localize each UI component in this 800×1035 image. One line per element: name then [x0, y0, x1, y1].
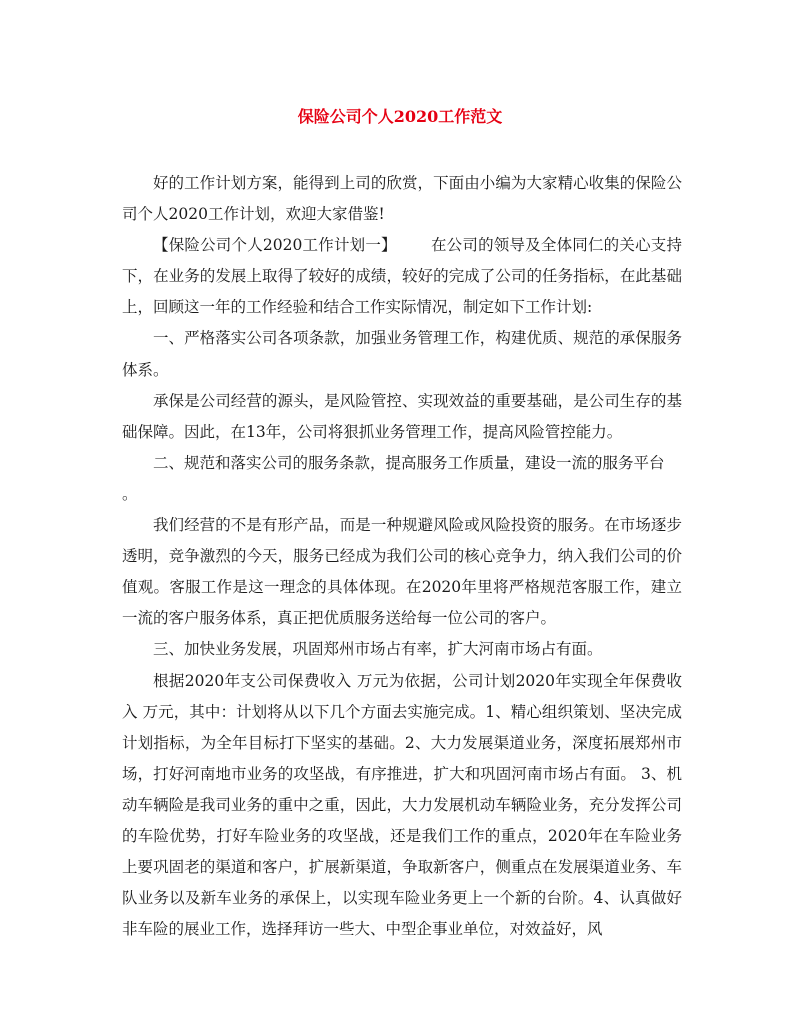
plan-paragraph [122, 230, 682, 323]
intro-paragraph: 好的工作计划方案，能得到上司的欣赏，下面由小编为大家精心收集的保险公司个人2020工作计划，欢迎大家借鉴! [122, 174, 682, 224]
document-body [122, 168, 682, 945]
document-title: 保险公司个人2020工作范文 [297, 107, 503, 126]
plan-intro-text: 在公司的领导及全体同仁的关心支持下，在业务的发展上取得了较好的成绩，较好的完成了公司的任务指标，在此基础上，回顾这一年的工作经验和结合工作实际情况，制定如下工作计划: [122, 236, 682, 317]
section2-title-tail: 。 [122, 484, 138, 503]
section1-title: 一、严格落实公司各项条款，加强业务管理工作，构建优质、规范的承保服务体系。 [122, 329, 682, 379]
plan-heading: 【保险公司个人2020工作计划一】 [153, 236, 397, 255]
section3-title: 三、加快业务发展，巩固郑州市场占有率，扩大河南市场占有面。 [153, 640, 603, 659]
section3-body: 根据2020年支公司保费收入 万元为依据，公司计划2020年实现全年保费收入 万元，其中：计划将从以下几个方面去实施完成。1、精心组织策划、坚决完成计划指标，为全年目标打下坚实的基础。2、大力发展渠道业务，深度拓展郑州市场，打好河南地市业务的攻坚战，有序推进，扩大和巩固河南市场占有面。 3、机动车辆险是我司业务的重中之重，因此，大力发展机动车辆险业务，充分发挥公司的车险优势，打好车险业务的攻坚战，还是我们工作的重点，2020年在车险业务上要巩固老的渠道和客户，扩展新渠道，争取新客户，侧重点在发展渠道业务、车队业务以及新车业务的承保上，以实现车险业务更上一个新的台阶。4、认真做好非车险的展业工作，选择拜访一些大、中型企事业单位，对效益好，风 [122, 671, 682, 939]
section2-body: 我们经营的不是有形产品，而是一种规避风险或风险投资的服务。在市场逐步透明，竞争激烈的今天，服务已经成为我们公司的核心竞争力，纳入我们公司的价值观。客服工作是这一理念的具体体现。在2020年里将严格规范客服工作，建立一流的客户服务体系，真正把优质服务送给每一位公司的客户。 [122, 516, 682, 628]
section2-title: 二、规范和落实公司的服务条款，提高服务工作质量，建设一流的服务平台 [153, 453, 665, 472]
section1-body: 承保是公司经营的源头，是风险管控、实现效益的重要基础，是公司生存的基础保障。因此，在13年，公司将狠抓业务管理工作，提高风险管控能力。 [122, 391, 682, 441]
